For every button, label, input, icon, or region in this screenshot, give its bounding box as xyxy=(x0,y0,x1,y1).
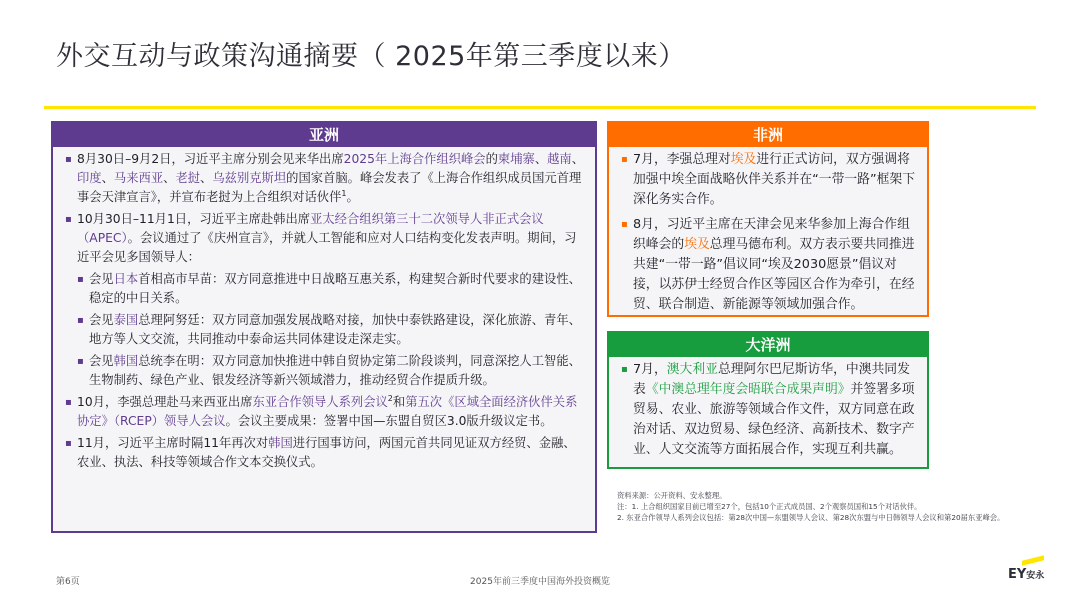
highlight-text: 澳大利亚 xyxy=(666,362,718,377)
text-run: 7月， xyxy=(633,362,667,377)
asia-header: 亚洲 xyxy=(53,123,595,147)
highlight-text: 东亚合作领导人系列会议 xyxy=(252,395,388,409)
asia-body xyxy=(53,147,595,531)
text-run: 11月，习近平主席时隔11年再次对 xyxy=(77,436,269,450)
text-run: 会见 xyxy=(89,272,114,286)
text-run: 、 xyxy=(200,171,213,185)
text-run: 7月，李强总理对 xyxy=(633,152,731,167)
text-run: 、 xyxy=(163,171,176,185)
text-run: 的国家首脑。峰会发表了《上海合作组织成员国元首理事会天津宣言》，并宣布老挝为上合组织对话伙伴 xyxy=(77,171,582,204)
ey-logo-sub: 安永 xyxy=(1026,571,1045,581)
highlight-text: 越南 xyxy=(547,152,572,166)
text-run: 、 xyxy=(534,152,548,166)
highlight-text: 2025年上海合作组织峰会 xyxy=(343,152,486,166)
asia-subbullet-korea xyxy=(77,352,585,390)
text-run: 的 xyxy=(485,152,498,166)
sources-line: 资料来源：公开资料、安永整理。 xyxy=(617,491,727,500)
oceania-body xyxy=(609,357,927,467)
asia-bullet-sco xyxy=(65,150,585,207)
asia-panel xyxy=(51,121,597,533)
asia-bullet-rcep xyxy=(65,393,585,431)
footer-report-title: 2025年前三季度中国海外投资概览 xyxy=(470,577,610,587)
text-run: 10月，李强总理赴马来西亚出席 xyxy=(77,395,253,409)
text-run: 进行国事访问，两国元首共同见证双方经贸、金融、农业、执法、科技等领域合作文本交换仪式。 xyxy=(77,436,576,469)
highlight-text: 乌兹别克斯坦 xyxy=(212,171,287,185)
text-run: 8月，习近平主席在天津会见来华参加上海合作组织峰会的 xyxy=(633,217,910,252)
text-run: 总理阿尔巴尼斯访华，中澳共同发表 xyxy=(633,362,910,397)
highlight-text: 亚太经合组织第三十二次领导人非正式会议（APEC） xyxy=(77,212,544,245)
ey-logo xyxy=(1008,558,1054,592)
title-divider xyxy=(44,106,1036,109)
oceania-panel xyxy=(607,331,929,469)
footnote-ref: 2 xyxy=(387,393,393,403)
highlight-text: 老挝 xyxy=(175,171,201,185)
note-2: 2. 东亚合作领导人系列会议包括：第28次中国—东盟领导人会议、第28次东盟与中日韩领导人会议和第20届东亚峰会。 xyxy=(617,513,1005,522)
text-run: 总理马德布利。双方表示要共同推进共建“一带一路”倡议同“埃及2030愿景”倡议对接，以苏伊士经贸合作区等园区合作为牵引，在经贸、联合制造、新能源等领域加强合作。 xyxy=(633,237,915,312)
text-run: 进行正式访问，双方强调将加强中埃全面战略伙伴关系并在“一带一路”框架下深化务实合作。 xyxy=(633,152,915,207)
text-run: 10月30日–11月1日，习近平主席赴韩出席 xyxy=(77,212,311,226)
text-run: 、 xyxy=(571,152,585,166)
highlight-text: 韩国 xyxy=(268,436,293,450)
text-run: 、 xyxy=(101,171,114,185)
highlight-text: 日本 xyxy=(113,272,139,286)
text-run: 。会议通过了《庆州宣言》，并就人工智能和应对人口结构变化发表声明。期间，习近平会见多国领导人： xyxy=(77,231,577,264)
ey-logo-main: EY xyxy=(1008,567,1027,582)
sources-notes xyxy=(617,490,1017,523)
text-run: 并签署多项贸易、农业、旅游等领域合作文件，双方同意在政治对话、双边贸易、绿色经济、高新技术、数字产业、人文交流等方面拓展合作，实现互利共赢。 xyxy=(633,382,915,457)
asia-bullet-apec xyxy=(65,210,585,267)
africa-bullet-egypt-visit xyxy=(621,150,917,210)
highlight-text: 埃及 xyxy=(684,237,710,252)
highlight-text: 韩国 xyxy=(113,354,139,368)
asia-bullet-korea-visit xyxy=(65,434,585,472)
asia-subbullet-thailand xyxy=(77,311,585,349)
highlight-text: 柬埔寨 xyxy=(497,152,535,166)
text-run: 和 xyxy=(392,395,406,409)
text-run: 8月30日–9月2日，习近平主席分别会见来华出席 xyxy=(77,152,344,166)
highlight-text: 马来西亚 xyxy=(113,171,164,185)
highlight-text: 泰国 xyxy=(113,313,139,327)
text-run: 总理阿努廷：双方同意加强发展战略对接，加快中泰铁路建设，深化旅游、青年、地方等人文交流，共同推动中泰命运共同体建设走深走实。 xyxy=(89,313,581,346)
footnote-ref: 1 xyxy=(341,188,347,198)
ey-logo-bar xyxy=(1022,555,1044,565)
highlight-text: 印度 xyxy=(77,171,102,185)
ey-logo-text xyxy=(1008,567,1044,582)
highlight-text: 《中澳总理年度会晤联合成果声明》 xyxy=(645,382,851,397)
text-run: 首相高市早苗：双方同意推进中日战略互惠关系，构建契合新时代要求的建设性、稳定的中日关系。 xyxy=(89,272,581,305)
africa-header: 非洲 xyxy=(609,123,927,147)
oceania-header: 大洋洲 xyxy=(609,333,927,357)
page-number: 第6页 xyxy=(56,577,80,587)
text-run: 。 xyxy=(346,190,359,204)
page-title: 外交互动与政策沟通摘要（ 2025年第三季度以来） xyxy=(56,41,686,72)
text-run: 总统李在明：双方同意加快推进中韩自贸协定第二阶段谈判，同意深挖人工智能、生物制药、绿色产业、银发经济等新兴领域潜力，推动经贸合作提质升级。 xyxy=(89,354,581,387)
asia-subbullet-japan xyxy=(77,270,585,308)
africa-panel xyxy=(607,121,929,317)
oceania-bullet-australia xyxy=(621,360,917,460)
africa-bullet-egypt-meeting xyxy=(621,215,917,315)
text-run: 会见 xyxy=(89,354,114,368)
africa-body xyxy=(609,147,927,315)
highlight-text: 埃及 xyxy=(730,152,757,167)
note-1: 注：1. 上合组织国家目前已增至27个，包括10个正式成员国、2个观察员国和15个对话伙伴。 xyxy=(617,502,922,511)
text-run: 。会议主要成果：签署中国—东盟自贸区3.0版升级议定书。 xyxy=(225,414,553,428)
text-run: 会见 xyxy=(89,313,114,327)
highlight-text: 第五次《区域全面经济伙伴关系协定》（RCEP）领导人会议 xyxy=(77,395,578,428)
